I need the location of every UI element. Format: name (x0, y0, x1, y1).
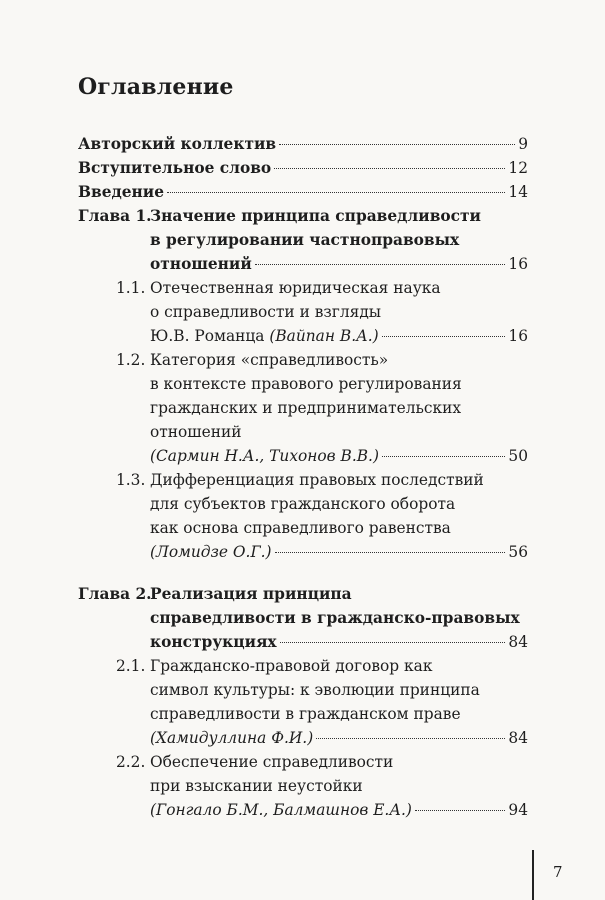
section-title-text: как основа справедливого равенства (150, 519, 451, 537)
section-title-line[interactable] (150, 518, 451, 540)
leader-dots (316, 738, 505, 739)
section-number: 1.3. (116, 471, 146, 489)
section-title-line[interactable] (150, 374, 462, 396)
section-title-text: о справедливости и взгляды (150, 303, 382, 321)
chapter-title-text: в регулировании частноправовых (150, 231, 460, 249)
toc-entry-page: 84 (508, 633, 528, 651)
leader-dots (415, 810, 506, 811)
section-title-line[interactable] (150, 470, 484, 492)
toc-entry-foreword[interactable] (78, 158, 528, 180)
section-title-text: Гражданско-правовой договор как (150, 657, 433, 675)
leader-dots (275, 552, 506, 553)
toc-entry-page: 50 (508, 447, 528, 465)
chapter-title-line[interactable] (150, 254, 528, 276)
section-title-line[interactable] (150, 800, 528, 822)
toc-entry-page: 94 (508, 801, 528, 819)
section-title-line[interactable] (150, 656, 432, 678)
section-title-text: отношений (150, 423, 242, 441)
section-title-text: символ культуры: к эволюции принципа (150, 681, 480, 699)
toc-entry-introduction[interactable] (78, 182, 528, 204)
page-title: Оглавление (78, 74, 234, 100)
toc-entry-page: 14 (508, 183, 528, 201)
chapter-title-text: отношений (150, 255, 252, 273)
leader-dots (382, 456, 505, 457)
chapter-number: Глава 1. (78, 207, 152, 225)
chapter-number: Глава 2. (78, 585, 152, 603)
chapter-title-line[interactable] (150, 206, 481, 228)
section-title-text: Обеспечение справедливости (150, 753, 394, 771)
section-title-line[interactable] (150, 680, 480, 702)
leader-dots (280, 642, 506, 643)
chapter-title-line[interactable] (150, 584, 352, 606)
toc-entry-page: 84 (508, 729, 528, 747)
section-title-line[interactable] (150, 278, 441, 300)
section-title-line[interactable] (150, 704, 461, 726)
section-author: (Ломидзе О.Г.) (150, 543, 272, 561)
leader-dots (279, 144, 515, 145)
section-number: 1.2. (116, 351, 146, 369)
section-title-text: справедливости в гражданском праве (150, 705, 461, 723)
toc-entry-page: 9 (518, 135, 528, 153)
toc-entry-page: 12 (508, 159, 528, 177)
toc-entry-page: 16 (508, 255, 528, 273)
section-number: 2.2. (116, 753, 146, 771)
toc-entry-page: 56 (508, 543, 528, 561)
section-author: (Сармин Н.А., Тихонов В.В.) (150, 447, 379, 465)
chapter-title-text: Значение принципа справедливости (150, 207, 481, 225)
section-title-text: Отечественная юридическая наука (150, 279, 441, 297)
leader-dots (274, 168, 505, 169)
toc-entry-label: Вступительное слово (78, 159, 272, 177)
leader-dots (255, 264, 506, 265)
section-title-text: в контексте правового регулирования (150, 375, 462, 393)
toc-entry-label: Введение (78, 183, 165, 201)
section-author: (Гонгало Б.М., Балмашнов Е.А.) (150, 801, 412, 819)
page-number: 7 (553, 863, 563, 881)
section-title-text: Ю.В. Романца (150, 327, 270, 345)
section-title-text: для субъектов гражданского оборота (150, 495, 456, 513)
section-title-line[interactable] (150, 446, 528, 468)
section-title-line[interactable] (150, 422, 242, 444)
section-number: 2.1. (116, 657, 146, 675)
leader-dots (167, 192, 505, 193)
section-title-line[interactable] (150, 494, 455, 516)
section-number: 1.1. (116, 279, 146, 297)
section-title-line[interactable] (150, 752, 393, 774)
chapter-title-text: Реализация принципа (150, 585, 352, 603)
section-title-line[interactable] (150, 326, 528, 348)
chapter-title-line[interactable] (150, 230, 459, 252)
toc-entry-label: Авторский коллектив (78, 135, 277, 153)
section-title-text: Дифференциация правовых последствий (150, 471, 484, 489)
section-title-line[interactable] (150, 302, 381, 324)
section-title-line[interactable] (150, 728, 528, 750)
section-title-text: Категория «справедливость» (150, 351, 389, 369)
chapter-title-text: конструкциях (150, 633, 277, 651)
section-author: (Вайпан В.А.) (269, 327, 379, 345)
page-number-divider (532, 850, 534, 900)
section-title-line[interactable] (150, 776, 363, 798)
section-title-text: при взыскании неустойки (150, 777, 363, 795)
section-title-line[interactable] (150, 398, 461, 420)
section-title-line[interactable] (150, 350, 388, 372)
chapter-title-line[interactable] (150, 608, 520, 630)
section-author: (Хамидуллина Ф.И.) (150, 729, 314, 747)
toc-entry-page: 16 (508, 327, 528, 345)
section-title-text: гражданских и предпринимательских (150, 399, 462, 417)
chapter-title-text: справедливости в гражданско-правовых (150, 609, 520, 627)
leader-dots (382, 336, 506, 337)
section-title-line[interactable] (150, 542, 528, 564)
chapter-title-line[interactable] (150, 632, 528, 654)
toc-entry-authors[interactable] (78, 134, 528, 156)
